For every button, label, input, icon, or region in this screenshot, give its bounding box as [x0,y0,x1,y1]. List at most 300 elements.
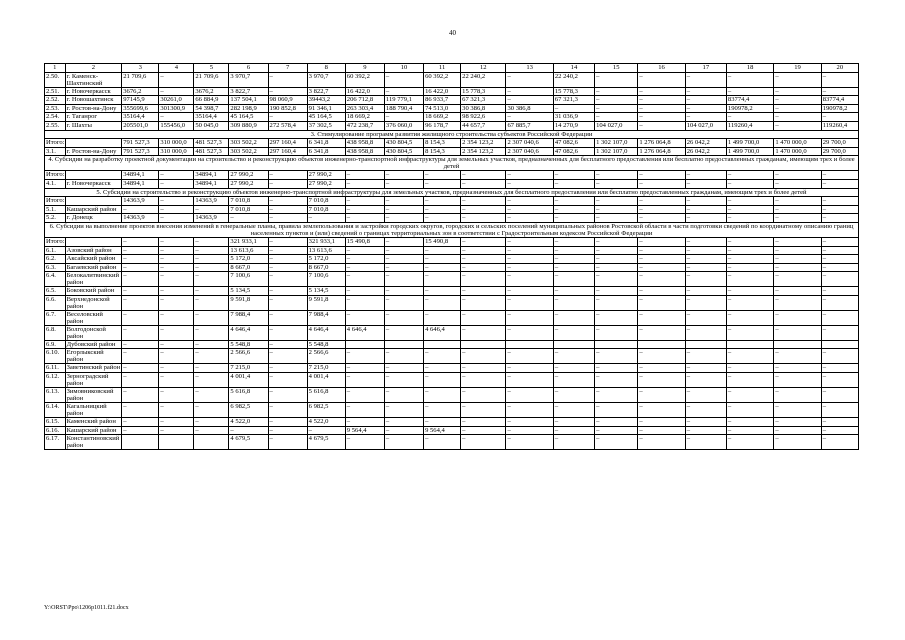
value-cell: – [229,426,268,435]
value-cell: – [384,364,423,373]
value-cell: 83774,4 [726,96,773,105]
value-cell: – [774,295,821,310]
value-cell [461,340,506,349]
value-cell: – [461,349,506,364]
value-cell: – [194,295,229,310]
value-cell: 7 010,8 [307,205,345,214]
value-cell: – [345,435,384,450]
value-cell: – [553,263,594,272]
value-cell: – [268,214,307,223]
value-cell: 4 001,4 [307,373,345,388]
value-cell: 4 646,4 [345,325,384,340]
value-cell: – [595,255,638,264]
value-cell: 83774,4 [821,96,858,105]
value-cell: – [194,237,229,246]
value-cell: 60 392,2 [345,72,384,87]
value-cell: – [159,246,194,255]
value-cell: 34894,1 [194,179,229,188]
value-cell: – [122,295,159,310]
value-cell: – [553,171,594,180]
row-number: 6.10. [45,349,66,364]
value-cell: 26 042,2 [685,139,726,148]
value-cell: 7 100,6 [307,272,345,287]
value-cell: – [595,87,638,96]
value-cell: – [774,388,821,403]
value-cell: 21 709,6 [194,72,229,87]
row-name: Верхнедонской район [65,295,122,310]
value-cell: – [461,418,506,427]
column-number: 18 [726,64,773,73]
value-cell: – [821,388,858,403]
value-cell: – [461,388,506,403]
value-cell: – [638,87,685,96]
value-cell: – [159,403,194,418]
value-cell: – [638,435,685,450]
section-heading: 5. Субсидии на строительство и реконструкцию объектов инженерно-транспортной инфраструктуры для земельных участков, предназначенных для бесплатного предоставления или бесплатно предоставленных гражданам, имеющим трех и более детей [45,188,859,197]
value-cell: – [726,403,773,418]
value-cell: – [726,418,773,427]
value-cell: – [268,197,307,206]
value-cell: 9 564,4 [424,426,461,435]
value-cell: – [553,388,594,403]
value-cell: – [685,87,726,96]
value-cell: 119260,4 [726,121,773,130]
value-cell: 96 178,7 [424,121,461,130]
value-cell: – [638,388,685,403]
column-number: 8 [307,64,345,73]
value-cell: 60 392,2 [424,72,461,87]
value-cell: – [159,388,194,403]
value-cell: 1 499 700,0 [726,139,773,148]
value-cell: – [159,349,194,364]
row-number: 6.17. [45,435,66,450]
row-name [65,171,122,180]
row-number: 2.51. [45,87,66,96]
value-cell: – [461,214,506,223]
value-cell: – [506,255,553,264]
value-cell: 14363,9 [122,197,159,206]
value-cell: – [506,197,553,206]
table-row [45,272,859,287]
value-cell: 18 669,2 [345,113,384,122]
value-cell: – [194,403,229,418]
value-cell: – [726,72,773,87]
value-cell: – [595,295,638,310]
value-cell: – [268,263,307,272]
value-cell: – [268,171,307,180]
table-row [45,147,859,156]
value-cell: – [506,72,553,87]
value-cell: 190978,2 [821,104,858,113]
value-cell: 1 470 000,0 [774,139,821,148]
value-cell: – [506,237,553,246]
value-cell: – [461,205,506,214]
value-cell: – [307,426,345,435]
value-cell: – [595,364,638,373]
row-name [65,197,122,206]
row-name: г. Ростов-на-Дону [65,147,122,156]
value-cell: 45 164,5 [229,113,268,122]
value-cell: – [506,325,553,340]
value-cell: – [159,426,194,435]
value-cell: 3 822,7 [307,87,345,96]
value-cell: – [194,255,229,264]
value-cell: – [159,263,194,272]
column-number: 13 [506,64,553,73]
value-cell: – [506,310,553,325]
value-cell: – [159,287,194,296]
value-cell: – [345,197,384,206]
value-cell: – [424,364,461,373]
row-name: Каменский район [65,418,122,427]
value-cell: – [345,272,384,287]
value-cell: 37 302,5 [307,121,345,130]
value-cell: – [821,246,858,255]
value-cell: – [821,237,858,246]
value-cell: – [821,72,858,87]
value-cell: – [345,295,384,310]
value-cell: – [122,403,159,418]
value-cell: – [821,214,858,223]
value-cell: – [345,364,384,373]
value-cell: 119260,4 [821,121,858,130]
value-cell: – [821,426,858,435]
table-row [45,246,859,255]
value-cell: – [638,246,685,255]
value-cell: 13 613,6 [307,246,345,255]
value-cell: – [424,287,461,296]
value-cell: – [506,388,553,403]
value-cell: – [506,96,553,105]
value-cell: – [384,255,423,264]
value-cell: – [384,197,423,206]
value-cell: 1 470 000,0 [774,147,821,156]
value-cell: – [638,325,685,340]
value-cell: 14363,9 [194,214,229,223]
row-number: 6.13. [45,388,66,403]
value-cell: 8 154,3 [424,147,461,156]
value-cell: – [159,340,194,349]
value-cell: 8 154,3 [424,139,461,148]
section-heading: 6. Субсидии на выполнение проектов внесения изменений в генеральные планы, правила землепользования и застройки городских округов, городских и сельских поселений муниципальных районов Ростовской области в части подготовки сведений по координатному описанию границ населенных пунктов и (или) сведений о границах территориальных зон в соответствии с Градостроительным кодексом Российской Федерации [45,222,859,237]
value-cell: – [726,171,773,180]
value-cell: – [595,205,638,214]
value-cell: – [685,214,726,223]
value-cell: 1 276 064,8 [638,139,685,148]
value-cell: – [595,96,638,105]
value-cell: – [553,287,594,296]
value-cell: – [638,197,685,206]
value-cell: – [685,272,726,287]
value-cell: – [461,197,506,206]
value-cell: – [595,72,638,87]
value-cell: – [774,246,821,255]
row-name: Зерноградский район [65,373,122,388]
value-cell: 14363,9 [122,214,159,223]
column-number: 6 [229,64,268,73]
value-cell [506,340,553,349]
value-cell: 309 880,9 [229,121,268,130]
value-cell: 15 490,8 [345,237,384,246]
row-number: Итого: [46,171,65,179]
value-cell: – [506,263,553,272]
value-cell: – [461,255,506,264]
value-cell: – [685,246,726,255]
value-cell: 321 933,1 [229,237,268,246]
value-cell: 1 302 107,0 [595,139,638,148]
value-cell: – [159,295,194,310]
value-cell: – [726,246,773,255]
value-cell: – [268,403,307,418]
value-cell: – [638,121,685,130]
value-cell: – [821,113,858,122]
value-cell: 67 321,3 [461,96,506,105]
value-cell: 26 042,2 [685,147,726,156]
value-cell: – [268,255,307,264]
value-cell: – [424,418,461,427]
value-cell: – [194,349,229,364]
value-cell: – [506,287,553,296]
value-cell: – [774,435,821,450]
row-number: Итого: [46,237,65,245]
value-cell: – [268,272,307,287]
value-cell: – [774,214,821,223]
value-cell: 303 502,2 [229,147,268,156]
value-cell: – [384,295,423,310]
row-number: 6.8. [45,325,66,340]
value-cell: 3676,2 [122,87,159,96]
value-cell: 6 341,8 [307,139,345,148]
value-cell: 44 657,7 [461,121,506,130]
value-cell: – [821,349,858,364]
value-cell [685,340,726,349]
row-number: 6.16. [45,426,66,435]
section-heading: 4. Субсидии на разработку проектной документации на строительство и реконструкцию объектов инженерно-транспортной инфраструктуры для земельных участков, предназначенных для бесплатного предоставления или бесплатно предоставленных гражданам, имеющим трех и более детей [45,156,859,171]
row-name: Волгодонской район [65,325,122,340]
value-cell: – [345,310,384,325]
column-number: 2 [65,64,122,73]
value-cell: – [384,214,423,223]
table-row [45,179,859,188]
value-cell: – [821,435,858,450]
value-cell: 29 700,0 [821,139,858,148]
row-number: 6.14. [45,403,66,418]
value-cell: 297 160,4 [268,147,307,156]
file-path-footer: Y:\ORST\Ppo\1206p1011.f21.docx [44,605,129,611]
value-cell: – [461,295,506,310]
table-row [45,403,859,418]
value-cell: – [122,364,159,373]
value-cell: – [685,295,726,310]
table-row [45,255,859,264]
value-cell: – [345,263,384,272]
value-cell: 14363,9 [194,197,229,206]
value-cell: – [268,113,307,122]
value-cell: 7 010,8 [229,205,268,214]
row-name: Багаевский район [65,263,122,272]
row-number: Итого: [46,197,65,205]
value-cell: – [685,364,726,373]
value-cell: – [122,418,159,427]
value-cell: – [638,214,685,223]
row-name: Аксайский район [65,255,122,264]
value-cell [553,340,594,349]
value-cell: – [461,310,506,325]
value-cell: – [595,171,638,180]
value-cell: – [685,237,726,246]
row-number: 6.15. [45,418,66,427]
value-cell: – [685,96,726,105]
value-cell: – [774,325,821,340]
value-cell: – [506,171,553,180]
value-cell: 310 000,0 [159,147,194,156]
value-cell: – [345,287,384,296]
value-cell: – [506,373,553,388]
value-cell: 430 804,5 [384,147,423,156]
value-cell: 119 779,1 [384,96,423,105]
value-cell: – [726,272,773,287]
value-cell: – [159,87,194,96]
value-cell: 27 990,2 [229,171,268,180]
value-cell: – [726,197,773,206]
value-cell: 321 933,1 [307,237,345,246]
row-name: г. Новочеркасск [65,179,122,188]
value-cell: – [685,171,726,180]
value-cell: – [159,214,194,223]
value-cell: 2 307 040,6 [506,147,553,156]
table-row [45,426,859,435]
value-cell: 6 982,5 [229,403,268,418]
value-cell: – [424,205,461,214]
value-cell: – [384,113,423,122]
value-cell: – [726,364,773,373]
value-cell: – [384,287,423,296]
row-number: 2.52. [45,96,66,105]
value-cell: – [122,246,159,255]
value-cell: – [159,325,194,340]
row-name: Кашарский район [65,205,122,214]
value-cell: – [506,364,553,373]
value-cell: – [638,295,685,310]
value-cell: – [595,287,638,296]
value-cell: 3 822,7 [229,87,268,96]
value-cell: 481 527,3 [194,147,229,156]
table-row [45,104,859,113]
value-cell: – [122,237,159,246]
value-cell: – [553,272,594,287]
value-cell: – [424,214,461,223]
value-cell: – [229,214,268,223]
value-cell: – [726,214,773,223]
table-row [45,340,859,349]
value-cell: – [774,364,821,373]
value-cell: – [553,255,594,264]
value-cell: – [461,325,506,340]
value-cell: – [461,373,506,388]
value-cell: 9 591,8 [229,295,268,310]
value-cell: 47 082,6 [553,147,594,156]
value-cell: 7 215,0 [229,364,268,373]
value-cell: – [159,364,194,373]
value-cell: 15 778,3 [461,87,506,96]
value-cell: – [553,435,594,450]
value-cell: – [774,171,821,180]
value-cell: 190978,2 [726,104,773,113]
value-cell: 5 134,5 [307,287,345,296]
value-cell: – [774,179,821,188]
value-cell: – [194,373,229,388]
column-number: 12 [461,64,506,73]
value-cell: – [821,418,858,427]
value-cell: – [726,349,773,364]
value-cell: – [424,388,461,403]
value-cell: – [774,72,821,87]
value-cell: – [268,237,307,246]
row-number: 4.1. [45,179,66,188]
value-cell: – [424,373,461,388]
value-cell: 791 527,3 [122,147,159,156]
value-cell: – [384,87,423,96]
value-cell: 4 679,5 [229,435,268,450]
row-number: 6.4. [45,272,66,287]
value-cell: – [726,426,773,435]
value-cell: – [774,426,821,435]
value-cell: 263 303,4 [345,104,384,113]
value-cell: – [553,310,594,325]
value-cell: – [553,373,594,388]
value-cell: – [268,295,307,310]
value-cell: – [638,255,685,264]
value-cell: – [159,237,194,246]
value-cell [821,340,858,349]
value-cell: – [268,364,307,373]
value-cell: – [726,179,773,188]
value-cell: – [685,349,726,364]
value-cell: – [595,113,638,122]
value-cell: – [821,87,858,96]
value-cell: – [638,113,685,122]
value-cell: – [384,325,423,340]
value-cell: – [638,171,685,180]
value-cell: 30261,0 [159,96,194,105]
section-heading: 3. Стимулирование программ развития жилищного строительства субъектов Российской Федерации [45,130,859,139]
value-cell: 301300,9 [159,104,194,113]
value-cell: – [726,237,773,246]
value-cell: 4 646,4 [307,325,345,340]
value-cell: – [159,255,194,264]
value-cell: – [384,426,423,435]
value-cell: 98 060,9 [268,96,307,105]
value-cell: – [821,325,858,340]
value-cell: 791 527,3 [122,139,159,148]
row-number: 6.3. [45,263,66,272]
value-cell: 30 386,8 [506,104,553,113]
value-cell [384,340,423,349]
value-cell: – [268,325,307,340]
value-cell: 5 134,5 [229,287,268,296]
value-cell: 5 548,8 [229,340,268,349]
value-cell: – [122,325,159,340]
value-cell: – [461,364,506,373]
row-name [65,237,122,246]
value-cell: – [384,246,423,255]
value-cell: – [461,246,506,255]
value-cell: 188 790,4 [384,104,423,113]
value-cell: – [194,340,229,349]
table-row [45,418,859,427]
row-name: Кагальницкий район [65,403,122,418]
value-cell: – [774,237,821,246]
